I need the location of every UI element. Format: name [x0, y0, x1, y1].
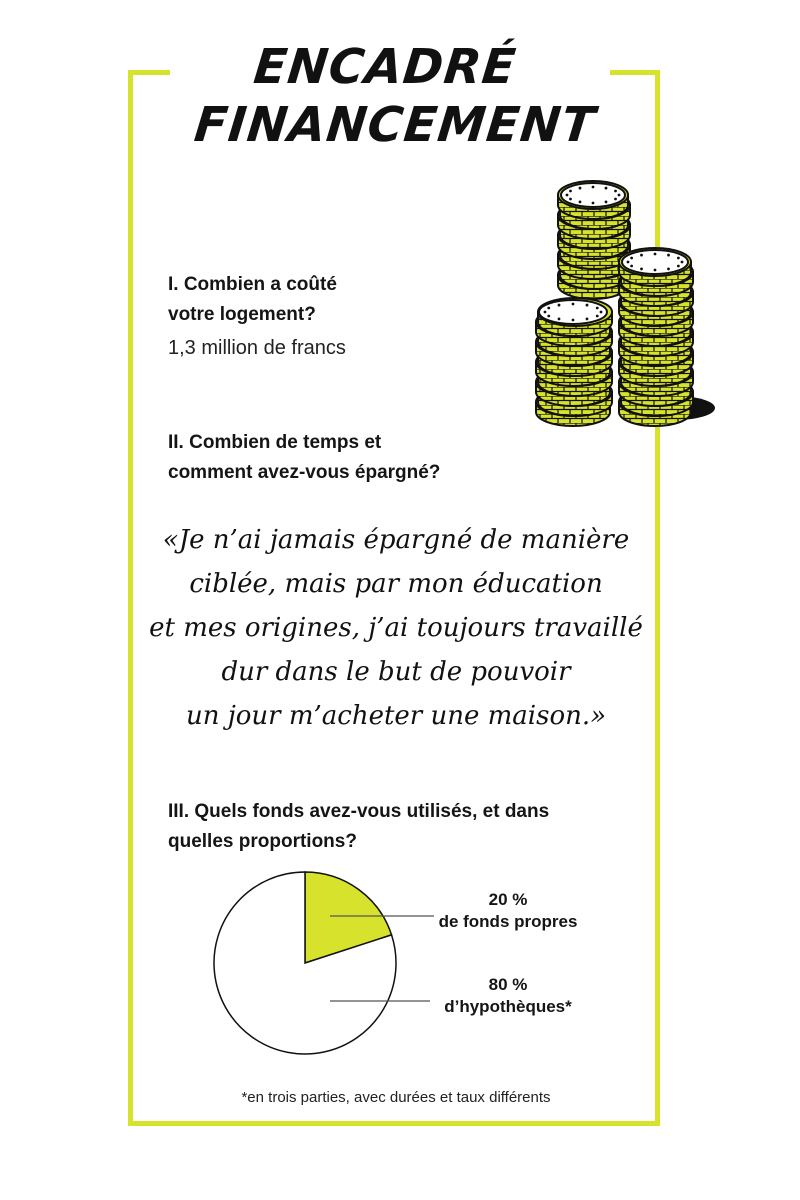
- answer-1: 1,3 million de francs: [168, 337, 346, 359]
- coin-dot: [614, 198, 617, 201]
- quote-line: ciblée, mais par mon éducation: [189, 569, 603, 599]
- coin-stack-right: [619, 248, 693, 426]
- coin-dot: [579, 187, 582, 190]
- quote-line: dur dans le but de pouvoir: [221, 657, 571, 687]
- funding-pie-chart: [210, 868, 400, 1058]
- pie-label-equity-text: de fonds propres: [438, 912, 578, 931]
- question-3-line-2: quelles proportions?: [168, 831, 357, 852]
- coin-dot: [605, 187, 608, 190]
- question-3: [168, 797, 638, 857]
- coin-dot: [579, 201, 582, 204]
- question-1: [168, 270, 388, 330]
- coin-dot: [544, 311, 547, 314]
- coin-dot: [586, 318, 589, 321]
- coin-dot: [630, 265, 633, 268]
- coin-dot: [654, 269, 657, 272]
- question-1-line-2: votre logement?: [168, 304, 316, 325]
- quote-line: et mes origines, j’ai toujours travaillé: [149, 613, 643, 643]
- question-1-line-1: I. Combien a coûté: [168, 274, 337, 295]
- coin-dot: [566, 194, 569, 197]
- coin-dot: [618, 194, 621, 197]
- pie-label-equity-pct: 20 %: [488, 890, 528, 909]
- coin-dot: [681, 261, 684, 264]
- coin-dot: [630, 257, 633, 260]
- coin-stacks-icon: [525, 180, 725, 430]
- coin-dot: [592, 202, 595, 205]
- page-title: [170, 38, 610, 154]
- title-line-2: FINANCEMENT: [191, 97, 599, 153]
- coin-dot: [572, 319, 575, 322]
- question-2-line-2: comment avez-vous épargné?: [168, 462, 441, 483]
- coin-dot: [640, 254, 643, 257]
- pie-label-mortgage-text: d’hypothèques*: [444, 997, 572, 1016]
- coin-dot: [569, 198, 572, 201]
- title-line-1: ENCADRÉ: [251, 39, 519, 95]
- coin-dot: [572, 303, 575, 306]
- coin-dot: [640, 268, 643, 271]
- coin-dot: [614, 190, 617, 193]
- coin-dot: [547, 307, 550, 310]
- pie-label-mortgage: [418, 974, 598, 1018]
- coin-dot: [677, 265, 680, 268]
- coin-dot: [600, 311, 603, 314]
- question-2-line-1: II. Combien de temps et: [168, 432, 382, 453]
- pie-label-mortgage-pct: 80 %: [488, 975, 528, 994]
- coin-dot: [667, 254, 670, 257]
- coin-stack-front: [536, 298, 612, 426]
- quote-line: «Je n’ai jamais épargné de manière: [162, 525, 630, 555]
- pie-label-equity: [418, 889, 598, 933]
- coin-dot: [558, 304, 561, 307]
- coin-dot: [677, 257, 680, 260]
- coin-dot: [605, 201, 608, 204]
- testimonial-quote: [140, 518, 652, 738]
- coin-dot: [627, 261, 630, 264]
- question-3-line-1: III. Quels fonds avez-vous utilisés, et dans: [168, 801, 550, 822]
- coin-dot: [596, 315, 599, 318]
- coin-dot: [654, 253, 657, 256]
- coin-dot: [596, 307, 599, 310]
- coin-dot: [558, 318, 561, 321]
- footnote: *en trois parties, avec durées et taux différents: [241, 1089, 551, 1106]
- question-2: [168, 428, 528, 488]
- coin-dot: [547, 315, 550, 318]
- coin-dot: [667, 268, 670, 271]
- quote-line: un jour m’acheter une maison.»: [185, 701, 607, 731]
- coin-dot: [569, 190, 572, 193]
- coin-dot: [586, 304, 589, 307]
- coin-dot: [592, 186, 595, 189]
